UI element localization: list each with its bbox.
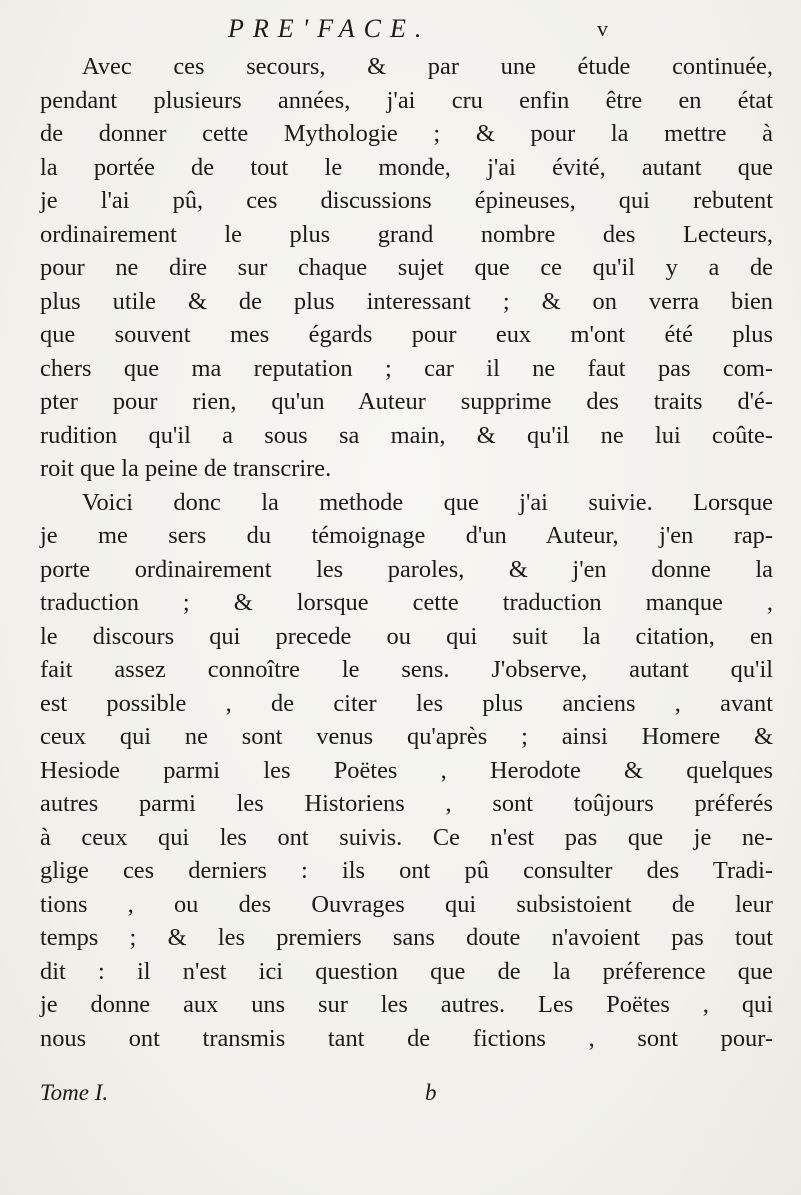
text-line: temps ; & les premiers sans doute n'avoient pas tout [40,924,773,951]
text-line: autres parmi les Historiens , sont toûjours préferés [40,790,773,817]
text-line: pour ne dire sur chaque sujet que ce qu'il y a de [40,254,773,281]
text-line: je donne aux uns sur les autres. Les Poëtes , qui [40,991,773,1018]
text-line: tions , ou des Ouvrages qui subsistoient de leur [40,890,773,918]
text-line: le discours qui precede ou qui suit la citation, en [40,622,773,650]
text-line: traduction ; & lorsque cette traduction manque , [40,589,773,616]
gathering-signature-mark: b [425,1080,437,1105]
text-line: je l'ai pû, ces discussions épineuses, qui rebutent [40,187,773,214]
text-line: chers que ma reputation ; car il ne faut pas com- [40,354,773,382]
text-line: je me sers du témoignage d'un Auteur, j'en rap- [40,522,773,549]
text-line: que souvent mes égards pour eux m'ont été plus [40,321,773,348]
text-line: la portée de tout le monde, j'ai évité, autant que [40,153,773,181]
text-line: Voici donc la methode que j'ai suivie. Lorsque [82,488,773,516]
text-line: glige ces derniers : ils ont pû consulter des Tradi- [40,857,773,884]
text-line: Hesiode parmi les Poëtes , Herodote & quelques [40,756,773,784]
text-line: rudition qu'il a sous sa main, & qu'il ne lui coûte- [40,421,773,449]
volume-signature: Tome I. [40,1080,109,1105]
text-line: pter pour rien, qu'un Auteur supprime des traits d'é- [40,388,773,415]
text-line: ceux qui ne sont venus qu'après ; ainsi Homere & [40,723,773,750]
page-header [228,14,608,50]
text-line: dit : il n'est ici question que de la préference que [40,957,773,985]
text-line: Avec ces secours, & par une étude continuée, [82,53,773,80]
text-line: nous ont transmis tant de fictions , sont pour- [40,1024,773,1052]
text-line: est possible , de citer les plus anciens , avant [40,689,773,717]
running-title: PRE'FACE. [228,14,431,43]
text-line: de donner cette Mythologie ; & pour la mettre à [40,120,773,147]
page-number: v [597,16,608,41]
page-footer [40,1080,480,1114]
text-line: roit que la peine de transcrire. [40,455,332,482]
preface-text [40,50,773,1055]
text-line: à ceux qui les ont suivis. Ce n'est pas que je ne- [40,823,773,851]
text-line: plus utile & de plus interessant ; & on verra bien [40,287,773,315]
text-line: fait assez connoître le sens. J'observe, autant qu'il [40,656,773,683]
text-line: porte ordinairement les paroles, & j'en donne la [40,555,773,583]
text-line: ordinairement le plus grand nombre des Lecteurs, [40,220,773,248]
text-line: pendant plusieurs années, j'ai cru enfin être en état [40,86,773,114]
